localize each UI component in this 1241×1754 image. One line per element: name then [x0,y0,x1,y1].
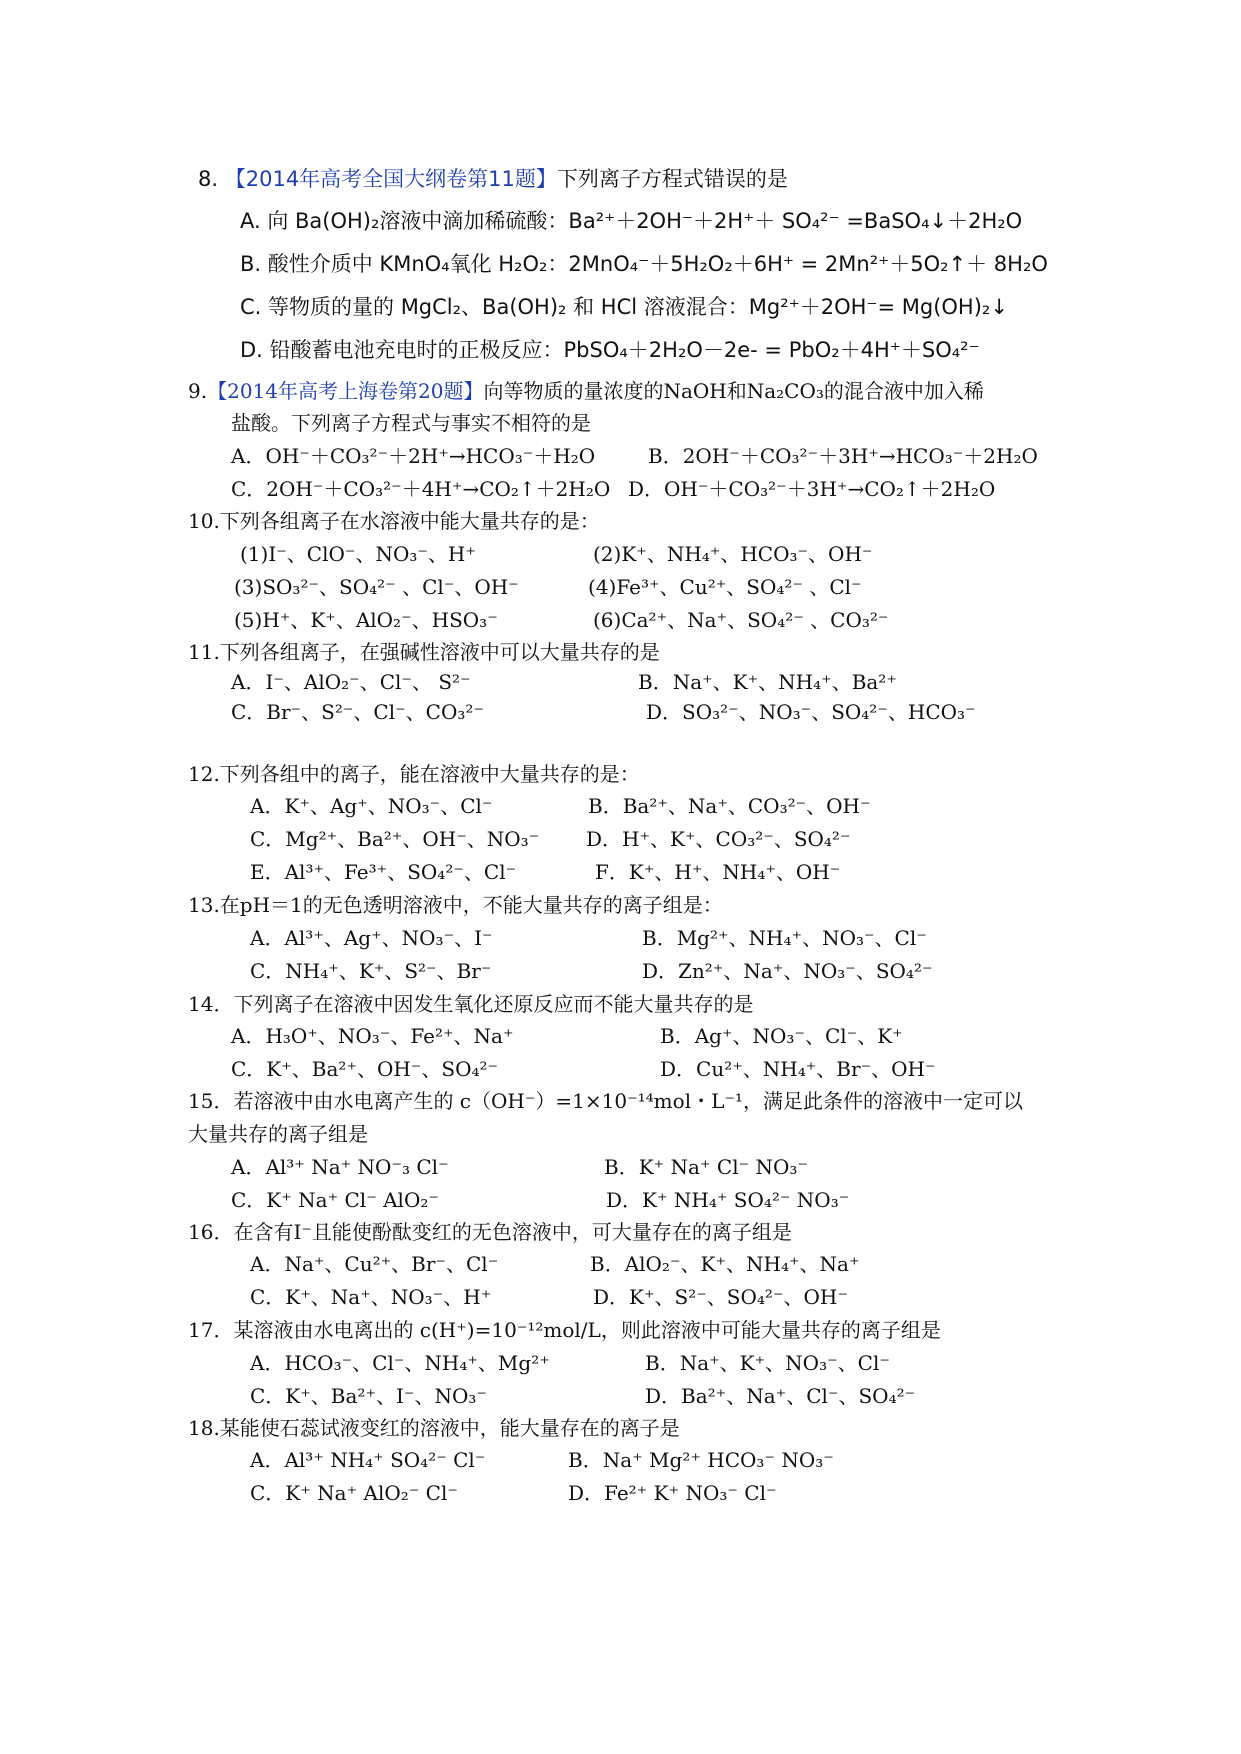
q14-stem: 14．下列离子在溶液中因发生氧化还原反应而不能大量共存的是 [188,992,754,1016]
q14-option-c: C．K⁺、Ba²⁺、OH⁻、SO₄²⁻ [231,1057,499,1081]
q9-number: 9. [188,379,208,403]
q13-option-b: B．Mg²⁺、NH₄⁺、NO₃⁻、Cl⁻ [642,926,927,950]
q11-option-c: C．Br⁻、S²⁻、Cl⁻、CO₃²⁻ [231,700,484,724]
q18-option-a: A．Al³⁺ NH₄⁺ SO₄²⁻ Cl⁻ [250,1448,486,1472]
q18-stem: 18.某能使石蕊试液变红的溶液中，能大量存在的离子是 [188,1416,680,1440]
q13-stem: 13.在pH＝1的无色透明溶液中，不能大量共存的离子组是： [188,893,723,917]
q8-stem-line [198,165,788,193]
q11-stem: 11.下列各组离子，在强碱性溶液中可以大量共存的是 [188,640,660,664]
q13-option-d: D．Zn²⁺、Na⁺、NO₃⁻、SO₄²⁻ [642,959,933,983]
q11-option-d: D．SO₃²⁻、NO₃⁻、SO₄²⁻、HCO₃⁻ [646,700,976,724]
q16-option-d: D．K⁺、S²⁻、SO₄²⁻、OH⁻ [593,1285,848,1309]
q9-option-d: D．OH⁻＋CO₃²⁻＋3H⁺→CO₂↑＋2H₂O [628,477,996,501]
q12-option-f: F．K⁺、H⁺、NH₄⁺、OH⁻ [595,860,841,884]
q17-option-b: B．Na⁺、K⁺、NO₃⁻、Cl⁻ [645,1351,890,1375]
q14-option-a: A．H₃O⁺、NO₃⁻、Fe²⁺、Na⁺ [231,1024,514,1048]
q9-source: 【2014年高考上海卷第20题】 [207,379,484,403]
q11-option-b: B．Na⁺、K⁺、NH₄⁺、Ba²⁺ [638,670,897,694]
q8-option-b: B. 酸性介质中 KMnO₄氧化 H₂O₂：2MnO₄⁻＋5H₂O₂＋6H⁺ = 2Mn²⁺＋5O₂↑＋ 8H₂O [240,252,1048,276]
q10-option-1: (1)I⁻、ClO⁻、NO₃⁻、H⁺ [240,542,476,566]
q17-option-c: C．K⁺、Ba²⁺、I⁻、NO₃⁻ [250,1384,487,1408]
q12-stem: 12.下列各组中的离子，能在溶液中大量共存的是： [188,762,640,786]
q14-option-b: B．Ag⁺、NO₃⁻、Cl⁻、K⁺ [660,1024,903,1048]
q10-option-5: (5)H⁺、K⁺、AlO₂⁻、HSO₃⁻ [234,608,498,632]
q12-option-c: C．Mg²⁺、Ba²⁺、OH⁻、NO₃⁻ [250,827,540,851]
q12-option-a: A．K⁺、Ag⁺、NO₃⁻、Cl⁻ [250,794,493,818]
q16-option-c: C．K⁺、Na⁺、NO₃⁻、H⁺ [250,1285,492,1309]
q8-option-a: A. 向 Ba(OH)₂溶液中滴加稀硫酸：Ba²⁺＋2OH⁻＋2H⁺＋ SO₄²⁻ =BaSO₄↓＋2H₂O [240,209,1023,233]
q17-option-d: D．Ba²⁺、Na⁺、Cl⁻、SO₄²⁻ [645,1384,916,1408]
q9-option-b: B．2OH⁻＋CO₃²⁻＋3H⁺→HCO₃⁻＋2H₂O [648,444,1038,468]
q8-option-d: D. 铅酸蓄电池充电时的正极反应：PbSO₄＋2H₂O－2e- = PbO₂＋4H⁺＋SO₄²⁻ [240,338,980,362]
q18-option-d: D．Fe²⁺ K⁺ NO₃⁻ Cl⁻ [568,1481,777,1505]
q13-option-a: A．Al³⁺、Ag⁺、NO₃⁻、I⁻ [250,926,493,950]
q17-option-a: A．HCO₃⁻、Cl⁻、NH₄⁺、Mg²⁺ [250,1351,550,1375]
q10-stem: 10.下列各组离子在水溶液中能大量共存的是： [188,509,600,533]
q12-option-b: B．Ba²⁺、Na⁺、CO₃²⁻、OH⁻ [588,794,871,818]
q15-stem-line2: 大量共存的离子组是 [188,1122,368,1146]
q15-option-c: C．K⁺ Na⁺ Cl⁻ AlO₂⁻ [231,1188,439,1212]
q16-option-b: B．AlO₂⁻、K⁺、NH₄⁺、Na⁺ [590,1252,860,1276]
q18-option-c: C．K⁺ Na⁺ AlO₂⁻ Cl⁻ [250,1481,458,1505]
q12-option-d: D．H⁺、K⁺、CO₃²⁻、SO₄²⁻ [586,827,851,851]
q8-source: 【2014年高考全国大纲卷第11题】 [224,167,557,191]
q10-option-6: (6)Ca²⁺、Na⁺、SO₄²⁻ 、CO₃²⁻ [593,608,889,632]
q8-stem: 下列离子方程式错误的是 [556,167,788,191]
q15-stem-line1: 15．若溶液中由水电离产生的 c（OH⁻）=1×10⁻¹⁴mol・L⁻¹，满足此条件的溶液中一定可以 [188,1089,1023,1113]
q16-stem: 16．在含有I⁻且能使酚酞变红的无色溶液中，可大量存在的离子组是 [188,1220,792,1244]
q10-option-2: (2)K⁺、NH₄⁺、HCO₃⁻、OH⁻ [593,542,873,566]
q12-option-e: E．Al³⁺、Fe³⁺、SO₄²⁻、Cl⁻ [250,860,517,884]
q14-option-d: D．Cu²⁺、NH₄⁺、Br⁻、OH⁻ [660,1057,936,1081]
q10-option-3: (3)SO₃²⁻、SO₄²⁻ 、Cl⁻、OH⁻ [234,575,519,599]
q9-stem-line2: 盐酸。下列离子方程式与事实不相符的是 [231,411,591,435]
q9-option-c: C．2OH⁻＋CO₃²⁻＋4H⁺→CO₂↑＋2H₂O [231,477,611,501]
q9-option-a: A．OH⁻＋CO₃²⁻＋2H⁺→HCO₃⁻＋H₂O [231,444,596,468]
q17-stem: 17．某溶液由水电离出的 c(H⁺)=10⁻¹²mol/L，则此溶液中可能大量共存的离子组是 [188,1318,941,1342]
q18-option-b: B．Na⁺ Mg²⁺ HCO₃⁻ NO₃⁻ [568,1448,834,1472]
q11-option-a: A．I⁻、AlO₂⁻、Cl⁻、 S²⁻ [231,670,471,694]
q9-stem-line1 [188,377,984,405]
q9-stem: 向等物质的量浓度的NaOH和Na₂CO₃的混合液中加入稀 [483,379,984,403]
q8-number: 8. [198,167,219,191]
q8-option-c: C. 等物质的量的 MgCl₂、Ba(OH)₂ 和 HCl 溶液混合：Mg²⁺＋2OH⁻= Mg(OH)₂↓ [240,295,1008,319]
q10-option-4: (4)Fe³⁺、Cu²⁺、SO₄²⁻ 、Cl⁻ [588,575,862,599]
q16-option-a: A．Na⁺、Cu²⁺、Br⁻、Cl⁻ [250,1252,499,1276]
q13-option-c: C．NH₄⁺、K⁺、S²⁻、Br⁻ [250,959,492,983]
q15-option-d: D．K⁺ NH₄⁺ SO₄²⁻ NO₃⁻ [606,1188,850,1212]
q15-option-a: A．Al³⁺ Na⁺ NO⁻₃ Cl⁻ [231,1155,449,1179]
q15-option-b: B．K⁺ Na⁺ Cl⁻ NO₃⁻ [604,1155,808,1179]
